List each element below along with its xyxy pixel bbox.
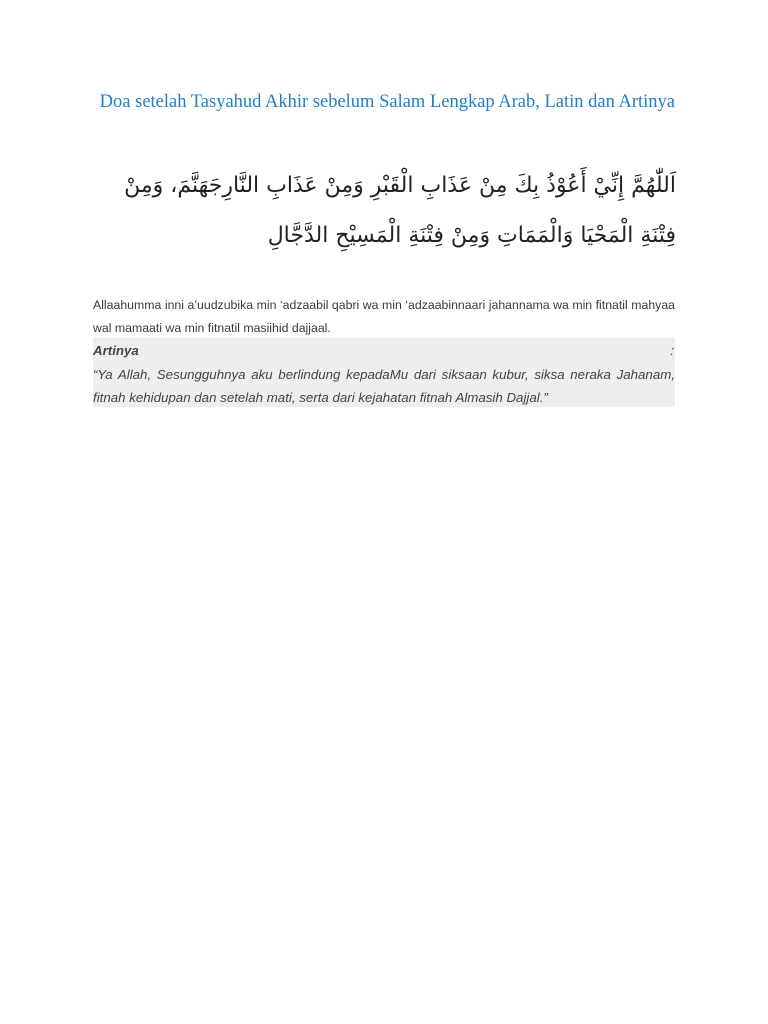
meaning-text: “Ya Allah, Sesungguhnya aku berlindung kepadaMu dari siksaan kubur, siksa neraka Jahanam, fitnah kehidupan dan setelah mati, serta dari kejahatan fitnah Almasih Dajjal.”: [93, 367, 675, 405]
doc-title: Doa setelah Tasyahud Akhir sebelum Salam Lengkap Arab, Latin dan Artinya: [99, 92, 675, 112]
meaning-section: [93, 338, 675, 407]
latin-transliteration: Allaahumma inni a’uudzubika min ‘adzaabil qabri wa min ‘adzaabinnaari jahannama wa min fitnatil mahyaa wal mamaati wa min fitnatil masiihid dajjaal.: [93, 298, 675, 335]
meaning-header: [93, 340, 675, 362]
meaning-colon: :: [670, 343, 674, 358]
meaning-label: Artinya: [93, 343, 139, 358]
arabic-prayer-text: اَللّٰهُمَّ إِنِّيْ أَعُوْذُ بِكَ مِنْ عَذَابِ الْقَبْرِ وَمِنْ عَذَابِ النَّارِجَهَنَّمَ، وَمِنْ فِتْنَةِ الْمَحْيَا وَالْمَمَاتِ وَمِنْ فِتْنَةِ الْمَسِيْحِ الدَّجَّالِ: [124, 173, 676, 248]
